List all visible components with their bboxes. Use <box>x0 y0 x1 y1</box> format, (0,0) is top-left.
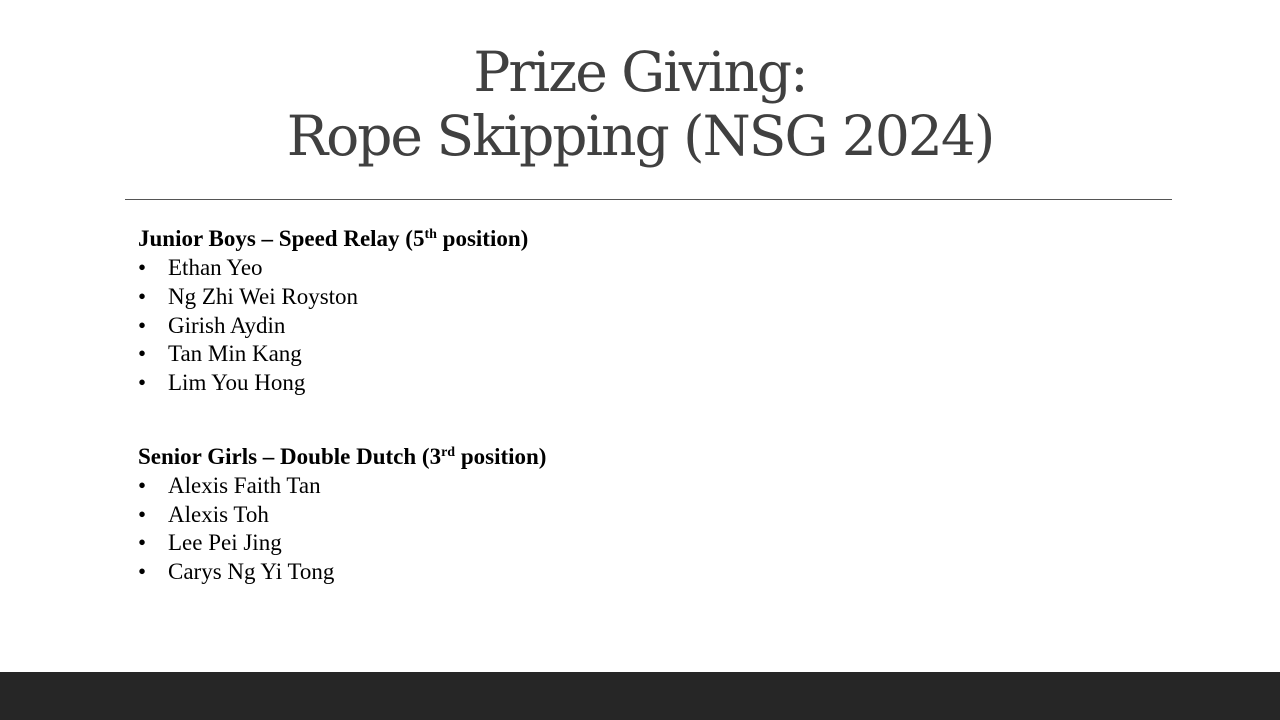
member-list <box>138 472 546 587</box>
list-item <box>138 558 546 587</box>
list-item <box>138 283 546 312</box>
member-name: Alexis Toh <box>168 501 269 527</box>
member-name: Girish Aydin <box>168 312 286 338</box>
slide-content <box>138 224 546 587</box>
list-item <box>138 312 546 341</box>
heading-text: Senior Girls – Double Dutch (3 <box>138 443 442 469</box>
footer-bar <box>0 672 1280 720</box>
member-name: Lim You Hong <box>168 370 306 395</box>
heading-text-end: position) <box>455 443 547 469</box>
award-group-senior-girls <box>138 442 546 587</box>
member-list <box>138 254 546 398</box>
slide-title <box>0 40 1280 168</box>
ordinal-suffix: th <box>424 227 437 242</box>
bullet-icon: • <box>138 501 147 527</box>
member-name: Alexis Faith Tan <box>168 472 321 498</box>
member-name: Carys Ng Yi Tong <box>168 559 335 584</box>
list-item <box>138 529 546 558</box>
slide-title-line-1: Prize Giving: <box>473 40 807 104</box>
bullet-icon: • <box>138 370 147 395</box>
list-item <box>138 340 546 369</box>
bullet-icon: • <box>138 283 147 309</box>
title-divider <box>125 199 1172 200</box>
bullet-icon: • <box>138 472 147 498</box>
member-name: Ng Zhi Wei Royston <box>168 283 359 309</box>
list-item <box>138 501 546 530</box>
bullet-icon: • <box>138 530 147 556</box>
ordinal-suffix: rd <box>441 444 456 460</box>
heading-text: Junior Boys – Speed Relay (5 <box>138 226 425 251</box>
bullet-icon: • <box>138 255 147 280</box>
bullet-icon: • <box>138 559 147 584</box>
slide-title-line-2: Rope Skipping (NSG 2024) <box>286 104 994 168</box>
award-group-junior-boys <box>138 224 546 398</box>
list-item <box>138 254 546 283</box>
award-group-heading <box>138 442 546 472</box>
member-name: Ethan Yeo <box>168 255 263 280</box>
list-item <box>138 472 546 501</box>
list-item <box>138 369 546 398</box>
bullet-icon: • <box>138 312 147 338</box>
member-name: Tan Min Kang <box>168 341 302 367</box>
bullet-icon: • <box>138 341 147 367</box>
award-group-heading <box>138 224 546 254</box>
heading-text-end: position) <box>436 226 529 251</box>
member-name: Lee Pei Jing <box>168 530 282 556</box>
